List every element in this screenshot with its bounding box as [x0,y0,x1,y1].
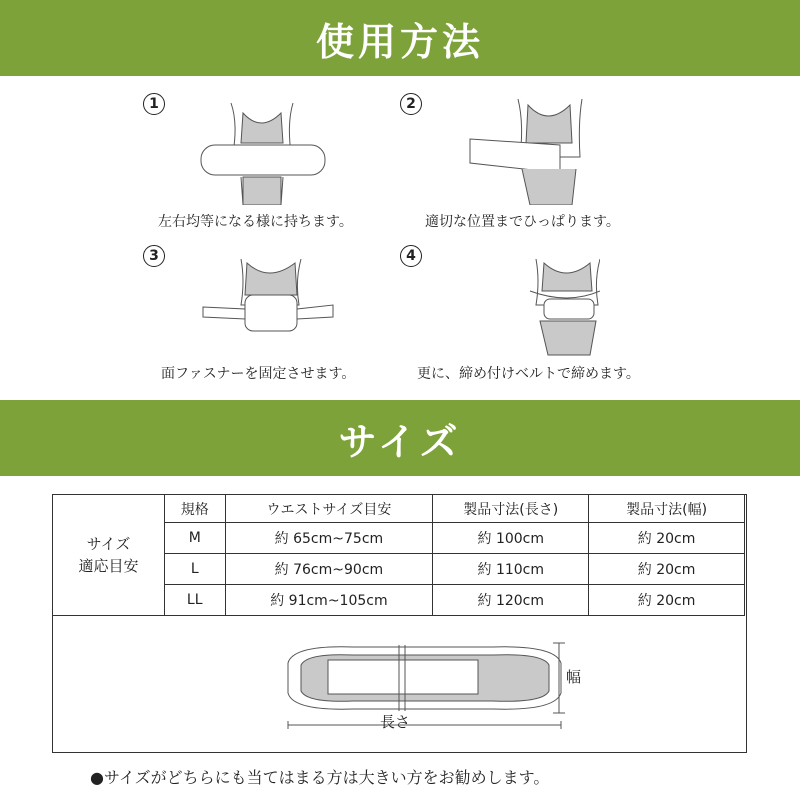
usage-banner [0,0,800,76]
row-label-line2: 適応目安 [78,557,139,575]
step-3 [143,245,443,395]
cell-width: 約 20cm [589,554,745,585]
header-waist: ウエストサイズ目安 [225,495,433,523]
cell-length: 約 110cm [433,554,589,585]
cell-waist: 約 65cm~75cm [225,523,433,554]
step-3-caption: 面ファスナーを固定させます。 [161,366,356,382]
footnote: ●サイズがどちらにも当てはまる方は大きい方をお勧めします。 [90,768,550,787]
cell-waist: 約 76cm~90cm [225,554,433,585]
usage-title: 使用方法 [315,19,484,64]
header-width: 製品寸法(幅) [589,495,745,523]
step-number-2: 2 [400,93,422,115]
cell-length: 約 120cm [433,585,589,616]
size-table [52,494,747,753]
size-grid [52,494,745,616]
step-4 [400,245,700,395]
step-2-caption: 適切な位置までひっぱります。 [425,214,620,230]
step-1-caption: 左右均等になる様に持ちます。 [158,214,353,230]
row-label-line1: サイズ [86,535,131,553]
table-header-row [53,495,745,523]
step-4-illustration [440,245,600,357]
step-1-illustration [183,93,343,205]
header-length: 製品寸法(長さ) [433,495,589,523]
step-2 [400,93,700,243]
size-title: サイズ [338,419,462,464]
step-3-illustration [183,245,343,357]
width-label: 幅 [566,668,582,686]
length-label: 長さ [380,713,411,731]
header-spec: 規格 [164,495,225,523]
cell-width: 約 20cm [589,585,745,616]
step-number-3: 3 [143,245,165,267]
cell-spec: LL [164,585,225,616]
step-4-caption: 更に、締め付けベルトで締めます。 [417,366,640,382]
cell-spec: M [164,523,225,554]
step-number-4: 4 [400,245,422,267]
step-1 [143,93,443,243]
size-banner [0,400,800,476]
belt-diagram [53,619,746,751]
cell-length: 約 100cm [433,523,589,554]
cell-spec: L [164,554,225,585]
step-2-illustration [440,93,600,205]
step-number-1: 1 [143,93,165,115]
row-label [53,495,165,616]
cell-waist: 約 91cm~105cm [225,585,433,616]
cell-width: 約 20cm [589,523,745,554]
